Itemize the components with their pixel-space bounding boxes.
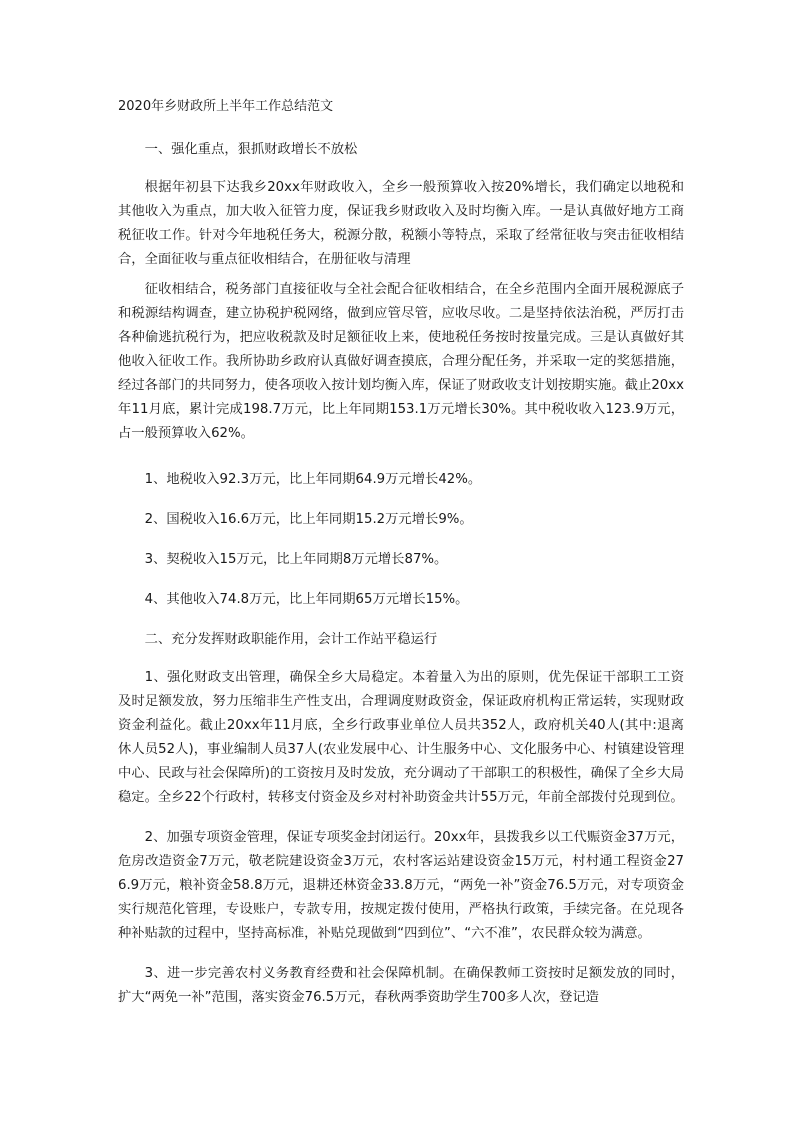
section-heading-1: 一、强化重点，狠抓财政增长不放松: [144, 142, 358, 157]
paragraph: 3、进一步完善农村义务教育经费和社会保障机制。在确保教师工资按时足额发放的同时，扩大“两免一补”范围，落实资金76.5万元，春秋两季资助学生700多人次，登记造: [118, 966, 684, 1005]
document-title: 2020年乡财政所上半年工作总结范文: [118, 99, 334, 114]
paragraph: 1、强化财政支出管理，确保全乡大局稳定。本着量入为出的原则，优先保证干部职工工资及时足额发放，努力压缩非生产性支出，合理调度财政资金，保证政府机构正常运转，实现财政资金利益化。截止20xx年11月底，全乡行政事业单位人员共352人，政府机关40人(其中:退离休人员52人)，事业编制人员37人(农业发展中心、计生服务中心、文化服务中心、村镇建设管理中心、民政与社会保障所)的工资按月及时发放，充分调动了干部职工的积极性，确保了全乡大局稳定。全乡22个行政村，转移支付资金及乡对村补助资金共计55万元，年前全部拨付兑现到位。: [118, 670, 684, 805]
list-item: 3、契税收入15万元，比上年同期8万元增长87%。: [144, 552, 448, 567]
list-item: 2、国税收入16.6万元，比上年同期15.2万元增长9%。: [144, 512, 473, 527]
list-item: 4、其他收入74.8万元，比上年同期65万元增长15%。: [144, 592, 469, 607]
section-heading-2: 二、充分发挥财政职能作用，会计工作站平稳运行: [144, 632, 438, 647]
list-item: 1、地税收入92.3万元，比上年同期64.9万元增长42%。: [144, 472, 482, 487]
document-body: [118, 138, 684, 1026]
paragraph: 根据年初县下达我乡20xx年财政收入，全乡一般预算收入按20%增长，我们确定以地税和其他收入为重点，加大收入征管力度，保证我乡财政收入及时均衡入库。一是认真做好地方工商税征收工作。针对今年地税任务大，税源分散，税额小等特点，采取了经常征收与突击征收相结合，全面征收与重点征收相结合，在册征收与清理: [118, 180, 684, 267]
paragraph: 征收相结合，税务部门直接征收与全社会配合征收相结合，在全乡范围内全面开展税源底子和税源结构调查，建立协税护税网络，做到应管尽管，应收尽收。二是坚持依法治税，严厉打击各种偷逃抗税行为，把应收税款及时足额征收上来，使地税任务按时按量完成。三是认真做好其他收入征收工作。我所协助乡政府认真做好调查摸底，合理分配任务，并采取一定的奖惩措施，经过各部门的共同努力，使各项收入按计划均衡入库，保证了财政收支计划按期实施。截止20xx年11月底，累计完成198.7万元，比上年同期153.1万元增长30%。其中税收收入123.9万元，占一般预算收入62%。: [118, 282, 684, 441]
paragraph: 2、加强专项资金管理，保证专项奖金封闭运行。20xx年，县拨我乡以工代赈资金37万元，危房改造资金7万元，敬老院建设资金3万元，农村客运站建设资金15万元，村村通工程资金276.9万元，粮补资金58.8万元，退耕还林资金33.8万元，“两免一补”资金76.5万元，对专项资金实行规范化管理，专设账户，专款专用，按规定拨付使用，严格执行政策，手续完备。在兑现各种补贴款的过程中，坚持高标准，补贴兑现做到“四到位”、“六不准”，农民群众较为满意。: [118, 830, 684, 941]
